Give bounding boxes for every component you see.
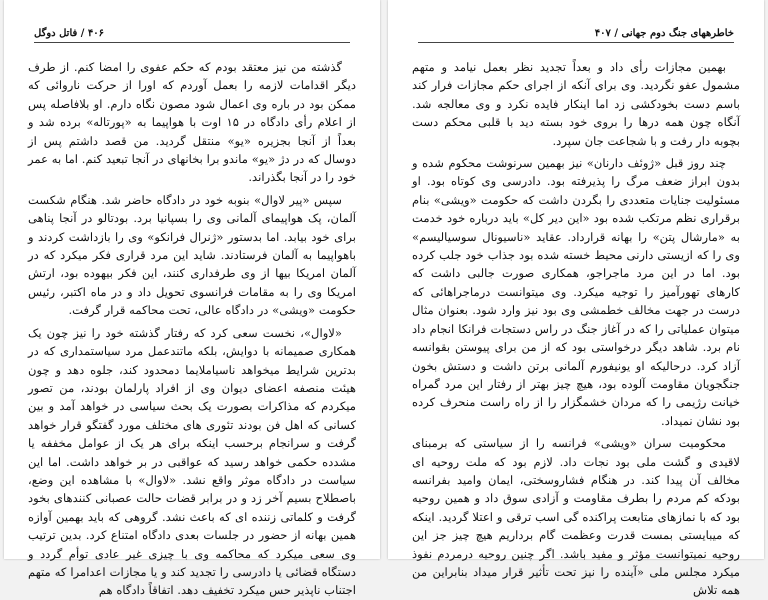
paragraph: چند روز قبل «ژوئف دارنان» نیز بهمین سرنوشت محکوم شده و بدون ابراز ضعف مرگ را پذیرفته بود. دادرسی وی کوتاه بود. او مسئولیت جنایات متعددی را بگردن داشت که حکومت «ویشی» بنام برقراری نظم مرتکب شده بود «این دیر کل» باید درباره خود خدمت به «مارشال پتن» را بهانه قرارداد. عقاید «ناسیونال سوسیالیسم» وی را که ازیستی دارنی محیط خسته شده بود جذاب خود جلب کرده بود. اما در این مرد ماجراجو، همکاری صورت جالبی داشت که کارهای تهورآمیز را توجیه میکرد. وی میتوانست درماجراهائی که درست در جهت مخالف خطمشی وی بود نیز وارد شود. بعنوان مثال میتوان عملیاتی را که در آغاز جنگ در راس دستجات فرانکا انجام داد نام برد. شاهد دیگر درخواستی بود که از من برای پیوستن بقوانسه آزاد کرد. درحالیکه او یونیفورم آلمانی برتن داشت و دستش بخون جنگجویان مقاومت آلوده بود، هیچ چیز بهتر از رفتار این مرد گمراه خیانت رژیمی را که مردان خشمگزار را از راه راست منحرف کرده بود نشان نمیداد. xyxy=(412,156,740,428)
left-page-body xyxy=(28,58,356,598)
paragraph: گذشته من نیز معتقد بودم که حکم عفوی را امضا کنم. از طرف دیگر اقدامات لازمه را بعمل آوردم که اورا از حرکت ناروائی که ممکن بود در باره وی اعمال شود مصون نگاه دارم. او بلافاصله پس از اعلام رأی دادگاه در ۱۵ اوت با هواپیما به «پورتاله» برده شد و بعداً از آنجا بجزیره «یو» منتقل گردید. من قصد داشتم پس از دوسال که در دژ «یو» ماندو برا بخانهای در آنجا تبعید کنم. اما به عمر خود را در آنجا بگذراند. xyxy=(28,60,356,185)
right-page xyxy=(388,0,764,598)
paragraph: «لاوال»، نخست سعی کرد که رفتار گذشته خود را نیز چون یک همکاری صمیمانه با دوایش، بلکه ماتندعمل مرد سیاستمداری که در بدترین شرایط میخواهد ناسیاملایما دمحدود کند، جلوه دهد و چون هیئت منصفه اعضای دیوان وی از افراد پارلمان بودند، من تصور میکردم که مذاکرات بصورت یک بحث سیاسی در خواهد آمد و بین کسانی که اهل فن بودند تئوری های مختلف مورد گفتگو قرار خواهد گرفت و سرانجام برحسب اینکه برای هر یک از عوامل مخففه یا مشدده حکمی خواهد رسید که عواقبی در بر خواهد داشت. اما این سیاست در دادگاه موثر واقع نشد. «لاوال» با مشاهده این وضع، باصطلاح بسیم آخر زد و در برابر قضات حالت عصبانی کنندهای بخود گرفت و کلماتی زننده ای که باعث نشد. گروهی که باید بهمین آوازه همین بهانه از حضور در جلسات بعدی دادگاه امتناع کرد. بدین ترتیب وی سعی میکرد که محاکمه وی با چیزی غیر عادی توأم گردد و دستگاه قضائی یا دادرسی را تجدید کند و یا مجازات اعدامرا که متهم اجتناب ناپذیر حس میکرد تخفیف دهد. اتفاقاً دادگاه هم xyxy=(28,325,356,598)
left-running-head: ۴۰۶ / فاتل دوگل xyxy=(34,28,105,39)
paragraph: سپس «پیر لاوال» بنوبه خود در دادگاه حاضر شد. هنگام شکست آلمان، پک هواپیمای آلمانی وی را بسپانیا برد. بودتالو در آنجا پناهی برای خود بیابد. اما بدستور «ژنرال فرانکو» وی را بازداشت کردند و باهواپیما به آلمان فرستادند. شاید این مرد قراری فکر میکرد که در آلمان امریکا بیها از وی طرفداری کنند، این فکر بیهوده بود، ارتش امریکا وی را به مقامات فرانسوی تحویل داد و در ماه اکتبر، رئیس حکومت «ویشی» در دادگاه عالی، تحت محاکمه قرار گرفت. xyxy=(28,192,356,318)
paragraph: بهمین مجازات رأی داد و بعداً تجدید نظر بعمل نیامد و متهم مشمول عفو نگردید. وی برای آنکه از اجرای حکم مجازات فرار کند باسم دست بخودکشی زد اما اینکار فایده نکرد و وی معالجه شد. آنگاه چون همه درها را بروی خود بسته دید با قلبی محکم دست بچوبه دار رفت و با شجاعت جان سپرد. xyxy=(412,60,740,148)
right-page-body xyxy=(412,58,740,598)
right-page-header xyxy=(418,28,734,43)
right-running-head: خاطرههای جنگ دوم جهانی / ۴۰۷ xyxy=(594,28,734,39)
paragraph: محکومیت سران «ویشی» فرانسه را از سیاستی که برمبنای لاقیدی و گشت ملی بود نجات داد. لازم بود که ملت روحیه ای مخالف آن پیدا کند. در هنگام فشاروسختی، ایمان وامید بفرانسه بودکه کم مردم را بطرف مقاومت و آزادی سوق داد و همین روحیه بود که با نمازهای متابعت پراکنده گی اسب ترقی و اعتلا گردید. اینکه که میبایستی بمست قدرت وعظمت گام برداریم هیچ چیز جز این روحیه نمیتوانست مؤثر و مفید باشد. اگر چنین روحیه درمردم نفوذ میکرد مجلس ملی «آینده را نیز تحت تأثیر قرار میداد بنابراین من همه تلاش xyxy=(412,436,740,598)
left-page xyxy=(4,0,380,598)
left-page-header xyxy=(34,28,350,43)
